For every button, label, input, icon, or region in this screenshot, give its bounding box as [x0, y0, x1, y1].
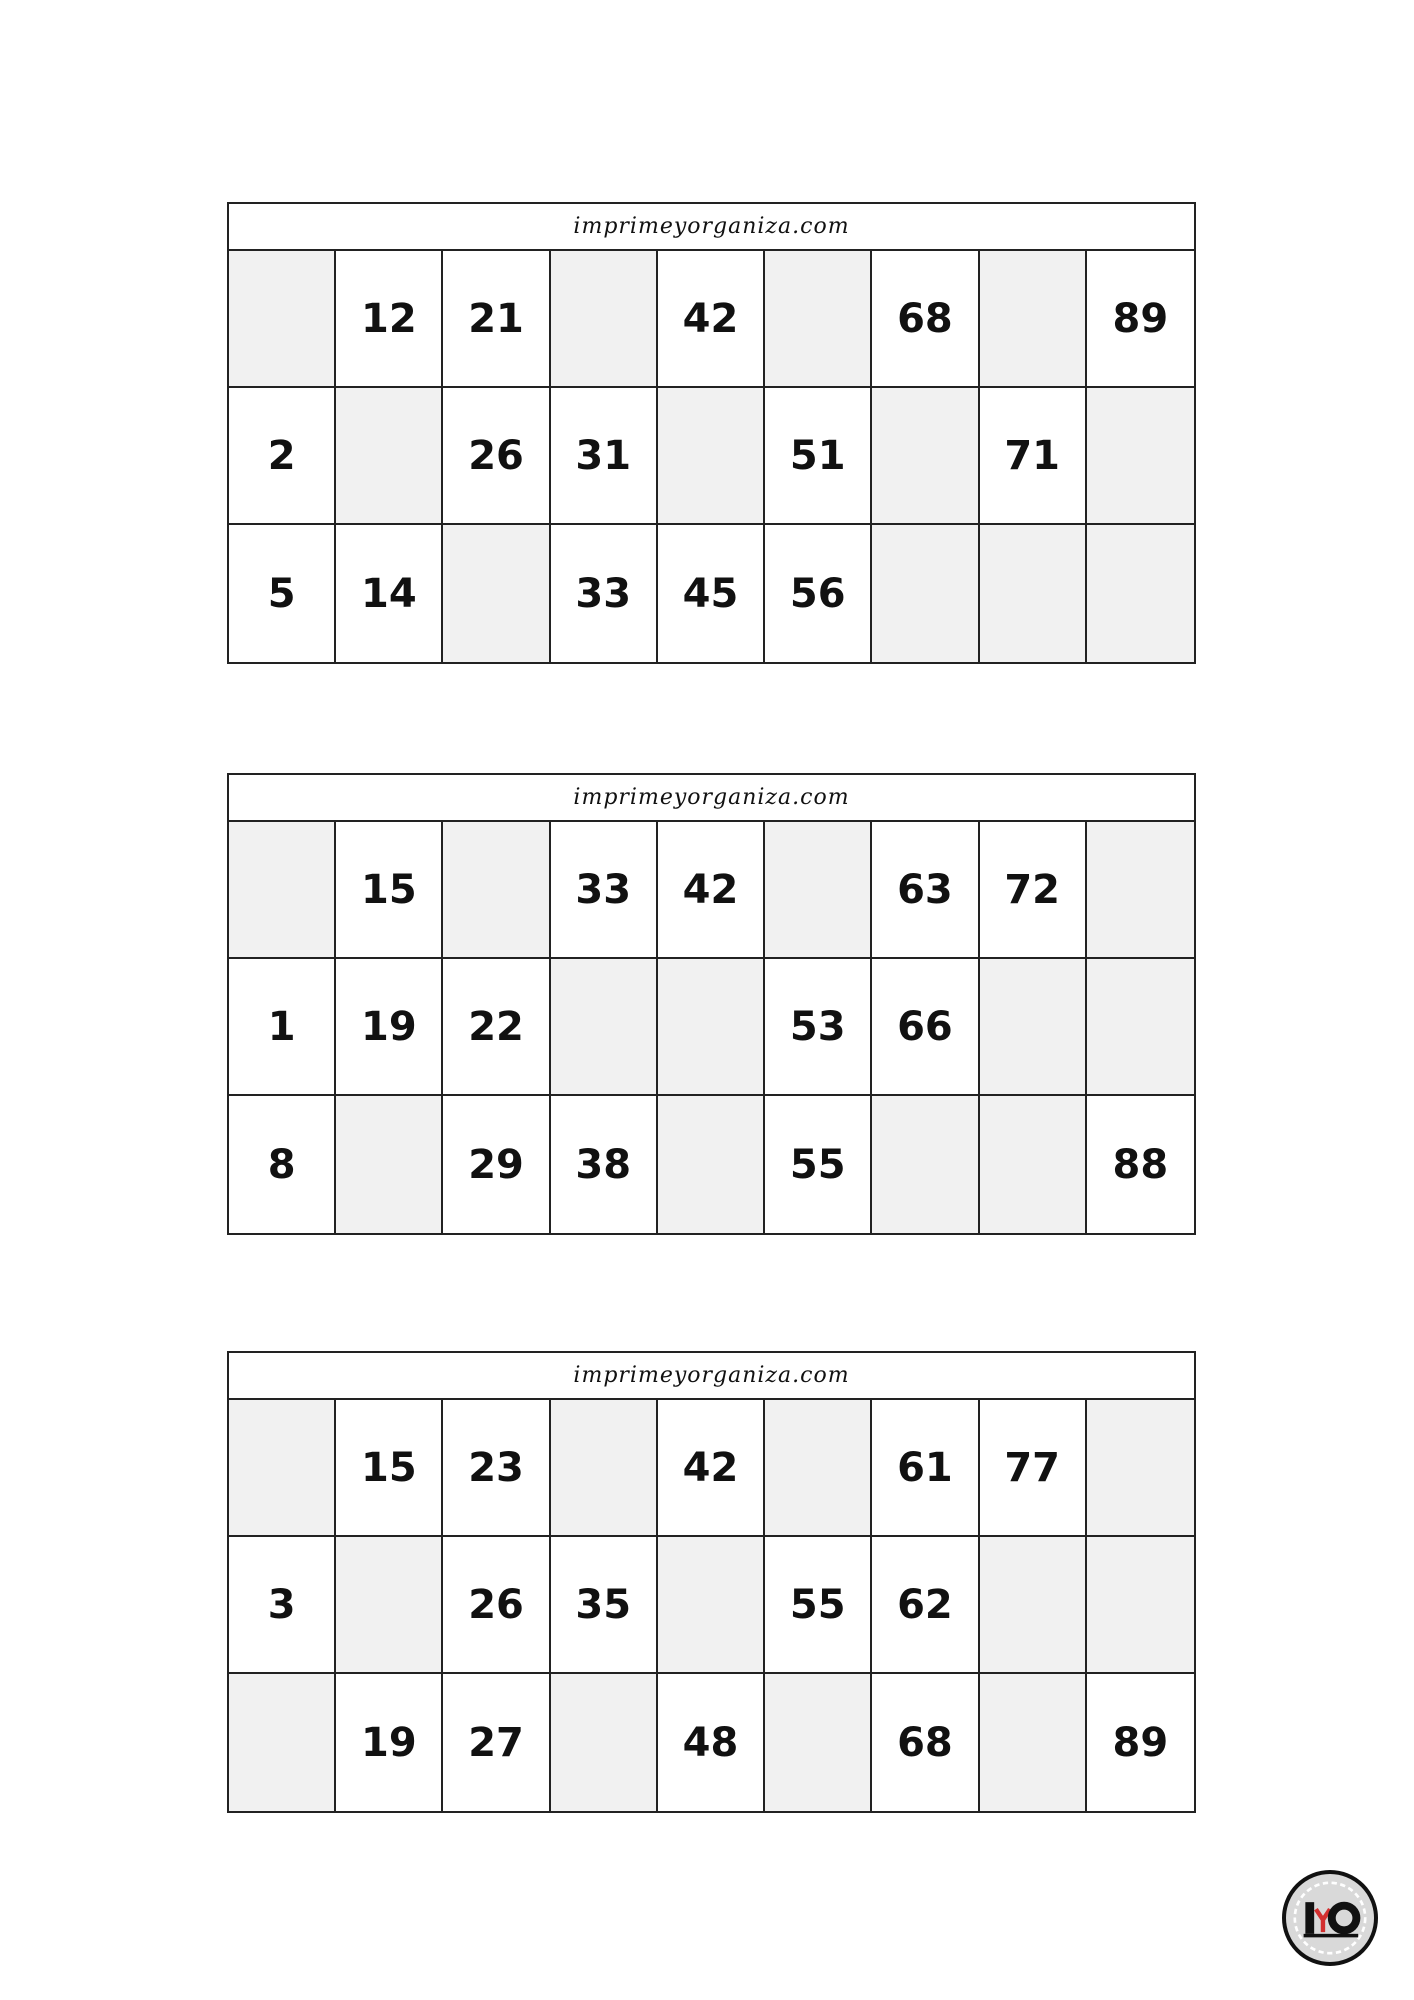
number-cell: 62: [872, 1537, 979, 1674]
number-cell: 53: [765, 959, 872, 1096]
number-cell: 89: [1087, 251, 1194, 388]
number-cell: 19: [336, 1674, 443, 1811]
card-header: imprimeyorganiza.com: [229, 1353, 1194, 1400]
number-cell: 27: [443, 1674, 550, 1811]
empty-cell: [980, 1674, 1087, 1811]
empty-cell: [872, 1096, 979, 1233]
number-cell: 8: [229, 1096, 336, 1233]
number-cell: 35: [551, 1537, 658, 1674]
number-cell: 42: [658, 251, 765, 388]
empty-cell: [1087, 959, 1194, 1096]
number-cell: 26: [443, 1537, 550, 1674]
empty-cell: [443, 525, 550, 662]
iyo-logo-icon: [1282, 1870, 1378, 1966]
empty-cell: [980, 525, 1087, 662]
number-cell: 68: [872, 1674, 979, 1811]
number-cell: 15: [336, 1400, 443, 1537]
number-cell: 33: [551, 822, 658, 959]
empty-cell: [980, 251, 1087, 388]
iyo-logo-graphic: [1286, 1874, 1374, 1962]
empty-cell: [229, 1400, 336, 1537]
bingo-card-3: [227, 1351, 1196, 1813]
number-cell: 77: [980, 1400, 1087, 1537]
empty-cell: [1087, 388, 1194, 525]
bingo-card-2: [227, 773, 1196, 1235]
number-cell: 48: [658, 1674, 765, 1811]
number-cell: 68: [872, 251, 979, 388]
number-cell: 72: [980, 822, 1087, 959]
number-cell: 88: [1087, 1096, 1194, 1233]
number-cell: 61: [872, 1400, 979, 1537]
number-cell: 15: [336, 822, 443, 959]
number-cell: 42: [658, 1400, 765, 1537]
empty-cell: [872, 525, 979, 662]
empty-cell: [658, 388, 765, 525]
number-cell: 5: [229, 525, 336, 662]
empty-cell: [658, 1096, 765, 1233]
empty-cell: [1087, 525, 1194, 662]
empty-cell: [336, 1537, 443, 1674]
number-cell: 66: [872, 959, 979, 1096]
empty-cell: [229, 1674, 336, 1811]
number-cell: 55: [765, 1096, 872, 1233]
number-cell: 38: [551, 1096, 658, 1233]
empty-cell: [229, 251, 336, 388]
card-grid: [229, 251, 1194, 662]
number-cell: 23: [443, 1400, 550, 1537]
number-cell: 21: [443, 251, 550, 388]
number-cell: 51: [765, 388, 872, 525]
empty-cell: [765, 1674, 872, 1811]
card-header: imprimeyorganiza.com: [229, 775, 1194, 822]
empty-cell: [551, 959, 658, 1096]
number-cell: 63: [872, 822, 979, 959]
empty-cell: [765, 822, 872, 959]
card-grid: [229, 822, 1194, 1233]
card-grid: [229, 1400, 1194, 1811]
number-cell: 26: [443, 388, 550, 525]
empty-cell: [551, 251, 658, 388]
empty-cell: [1087, 822, 1194, 959]
empty-cell: [551, 1400, 658, 1537]
empty-cell: [872, 388, 979, 525]
number-cell: 12: [336, 251, 443, 388]
empty-cell: [1087, 1537, 1194, 1674]
number-cell: 56: [765, 525, 872, 662]
empty-cell: [443, 822, 550, 959]
bingo-card-1: [227, 202, 1196, 664]
number-cell: 89: [1087, 1674, 1194, 1811]
number-cell: 19: [336, 959, 443, 1096]
number-cell: 42: [658, 822, 765, 959]
empty-cell: [980, 1537, 1087, 1674]
number-cell: 29: [443, 1096, 550, 1233]
card-header: imprimeyorganiza.com: [229, 204, 1194, 251]
number-cell: 14: [336, 525, 443, 662]
empty-cell: [551, 1674, 658, 1811]
number-cell: 55: [765, 1537, 872, 1674]
number-cell: 3: [229, 1537, 336, 1674]
empty-cell: [336, 1096, 443, 1233]
empty-cell: [336, 388, 443, 525]
empty-cell: [765, 1400, 872, 1537]
empty-cell: [658, 959, 765, 1096]
number-cell: 71: [980, 388, 1087, 525]
empty-cell: [980, 1096, 1087, 1233]
number-cell: 1: [229, 959, 336, 1096]
empty-cell: [765, 251, 872, 388]
number-cell: 22: [443, 959, 550, 1096]
empty-cell: [1087, 1400, 1194, 1537]
number-cell: 33: [551, 525, 658, 662]
empty-cell: [980, 959, 1087, 1096]
number-cell: 45: [658, 525, 765, 662]
number-cell: 2: [229, 388, 336, 525]
number-cell: 31: [551, 388, 658, 525]
empty-cell: [658, 1537, 765, 1674]
empty-cell: [229, 822, 336, 959]
